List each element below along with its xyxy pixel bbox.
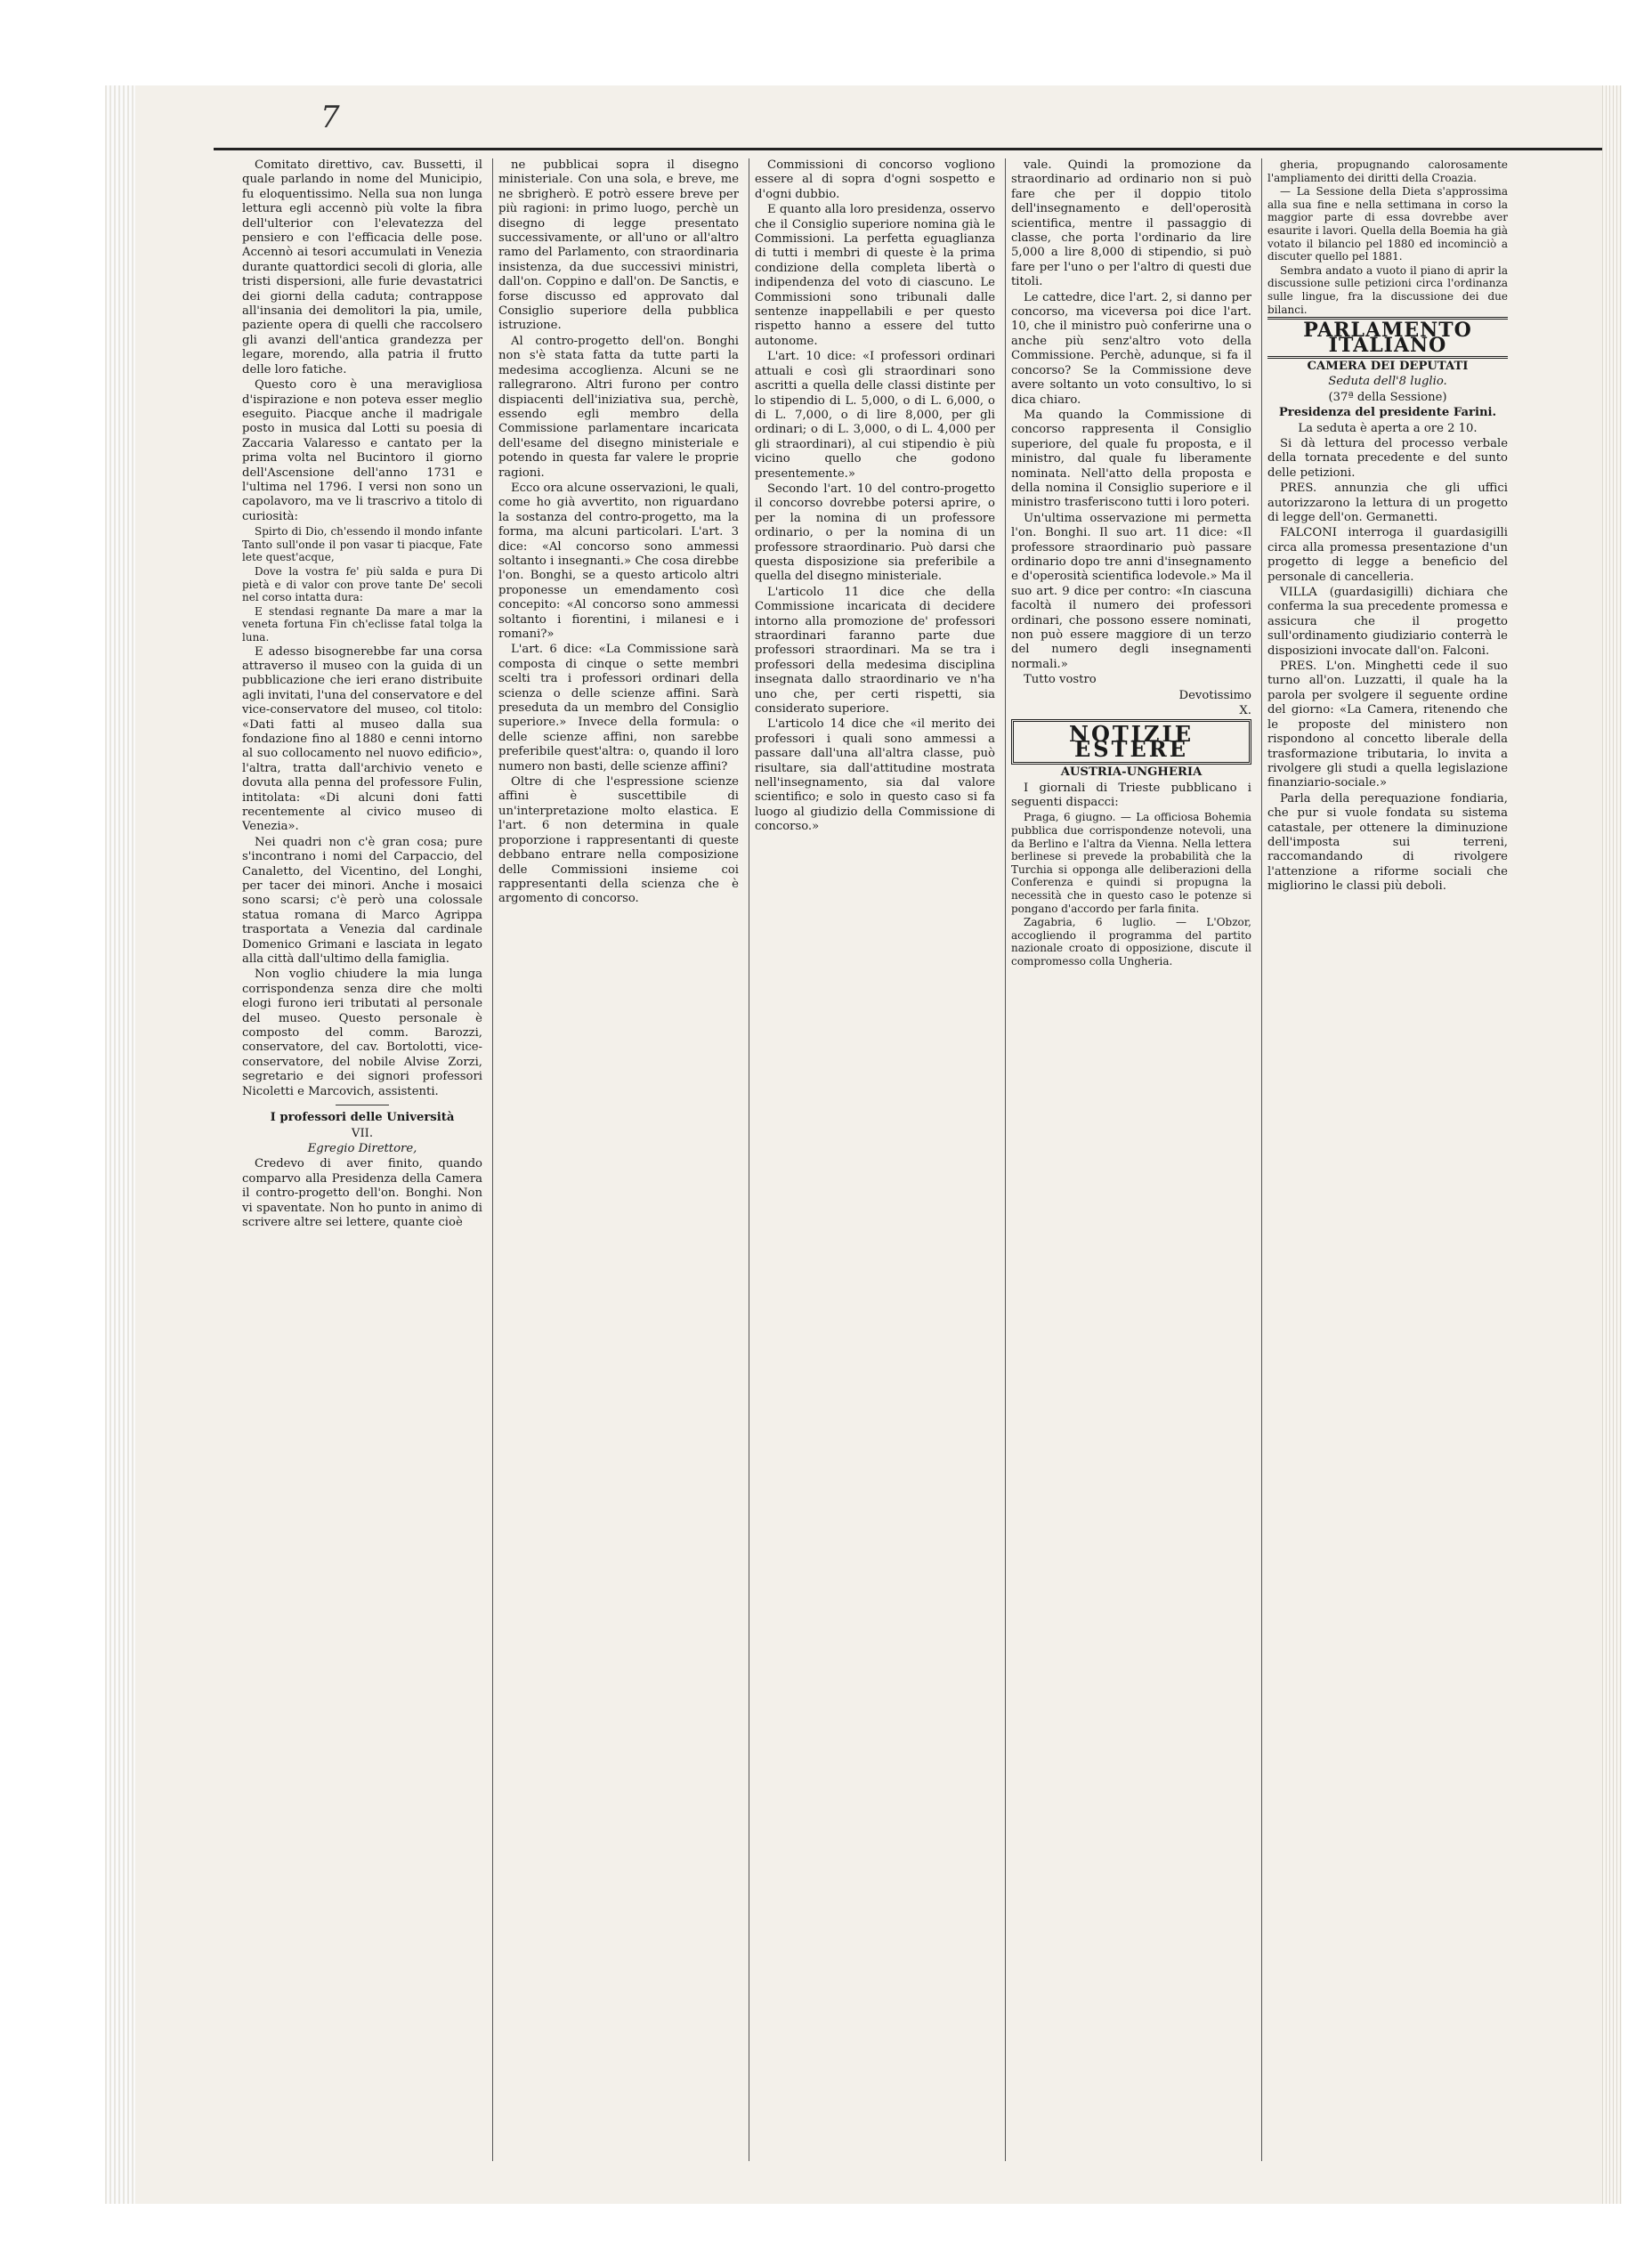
paragraph: Ma quando la Commissione di concorso rappresenta il Consiglio superiore, del quale fu proposta, e il ministro, dal quale fu liberamente nominata. Nell'atto della proposta e della nomina il Consiglio superiore e il ministro trasferiscono tutti i loro poteri. <box>1011 408 1251 510</box>
page-number: 7 <box>320 100 340 135</box>
article-number: VII. <box>351 1126 374 1140</box>
paragraph: FALCONI interroga il guardasigilli circa alla promessa presentazione d'un progetto di legge a beneficio del personale di cancelleria. <box>1267 526 1508 584</box>
paragraph: Nei quadri non c'è gran cosa; pure s'incontrano i nomi del Carpaccio, del Canaletto, del Vicentino, del Longhi, per tacer dei minori. Anche i mosaici sono scarsi; c'è però una colossale statua romana di Marco Agrippa trasportata a Venezia dal cardinale Domenico Grimani e lasciata in legato alla città dall'ultimo della famiglia. <box>242 835 482 967</box>
paragraph: Al contro-progetto dell'on. Bonghi non s'è stata fatta da tutte parti la medesima accoglienza. Alcuni se ne rallegrarono. Altri furono per contro dispiacenti dell'iniziativa sua, perchè, essendo egli membro della Commissione parlamentare incaricata dell'esame del disegno ministeriale e potendo in questa far valere le proprie ragioni. <box>498 334 739 480</box>
paragraph: vale. Quindi la promozione da straordinario ad ordinario non si può fare che per il doppio titolo dell'insegnamento e dell'operosità scientifica, mentre il passaggio di classe, che porta l'ordinario da lire 5,000 a lire 8,000 di stipendio, si può fare per l'uno o per l'altro di questi due titoli. <box>1011 158 1251 289</box>
paragraph: E quanto alla loro presidenza, osservo che il Consiglio superiore nomina già le Commissioni. La perfetta eguaglianza di tutti i membri di queste è la prima condizione della completa libertà o indipendenza del voto di ciascuno. Le Commissioni sono tribunali dalle sentenze inappellabili e per questo rispetto hanno a essere del tutto autonome. <box>755 203 995 348</box>
paragraph: Secondo l'art. 10 del contro-progetto il concorso dovrebbe potersi aprire, o per la nomina di un professore ordinario, o per la nomina di un professore straordinario. Può darsi che questa disposizione sia preferibile a quella del disegno ministeriale. <box>755 482 995 584</box>
section-subheading: AUSTRIA-UNGHERIA <box>1060 765 1203 780</box>
paragraph: Praga, 6 giugno. — La officiosa Bohemia pubblica due corrispondenze notevoli, una da Berlino e l'altra da Vienna. Nella lettera berlinese si prevede la probabilità che la Turchia si opponga alle deliberazioni della Conferenza e quindi si propugna la necessità che in questo caso le potenze si pongano d'accordo per farla finita. <box>1011 811 1251 915</box>
paragraph: Oltre di che l'espressione scienze affini è suscettibile di un'interpretazione molto elastica. E l'art. 6 non determina in quale proporzione i rappresentanti di queste debbano entrare nella composizione delle Commissioni insieme coi rappresentanti della scienza che è argomento di concorso. <box>498 775 739 906</box>
paragraph: Credevo di aver finito, quando comparvo alla Presidenza della Camera il contro-progetto dell'on. Bonghi. Non vi spaventate. Non ho punto in animo di scrivere altre sei lettere, quante cioè <box>242 1157 482 1229</box>
chamber-heading: CAMERA DEI DEPUTATI <box>1307 359 1469 373</box>
signature-initial: X. <box>1239 704 1251 718</box>
binding-gutter <box>105 85 135 2204</box>
column-divider <box>492 158 493 2161</box>
paragraph: gheria, propugnando calorosamente l'ampliamento dei diritti della Croazia. <box>1267 158 1508 184</box>
paragraph: Commissioni di concorso vogliono essere al di sopra d'ogni sospetto e d'ogni dubbio. <box>755 158 995 201</box>
article-heading: I professori delle Università <box>270 1111 455 1125</box>
paragraph: L'articolo 11 dice che della Commissione incaricata di decidere intorno alla promozione de' professori straordinari faranno parte due professori straordinari. Ma se tra i professori della medesima disciplina insegnata dallo straordinario ve n'ha uno che, per certi rispetti, sia considerato superiore. <box>755 585 995 717</box>
section-banner: NOTIZIE ESTERE <box>1011 719 1251 765</box>
column-4 <box>1011 158 1251 2161</box>
verse-stanza: E stendasi regnante Da mare a mar la veneta fortuna Fin ch'eclisse fatal tolga la luna. <box>242 604 482 644</box>
salutation: Egregio Direttore, <box>307 1141 417 1155</box>
header-rule <box>214 148 1602 150</box>
paragraph: VILLA (guardasigilli) dichiara che conferma la sua precedente promessa e assicura che il progetto sull'ordinamento giudiziario conterrà le disposizioni invocate dall'on. Falconi. <box>1267 586 1508 658</box>
paragraph: L'art. 6 dice: «La Commissione sarà composta di cinque o sette membri scelti tra i professori ordinari della scienza o delle scienze affini. Sarà preseduta da un membro del Consiglio superiore.» Invece della formula: o delle scienze affini, non sarebbe preferibile quest'altra: o, quando il loro numero non basti, delle scienze affini? <box>498 643 739 773</box>
column-divider <box>1005 158 1006 2161</box>
column-5 <box>1267 158 1508 2161</box>
paragraph: Sembra andato a vuoto il piano di aprir la discussione sulle petizioni circa l'ordinanza sulle lingue, fra la discussione dei due bilanci. <box>1267 263 1508 316</box>
paragraph: Parla della perequazione fondiaria, che pur si vuole fondata su sistema catastale, per ottenere la diminuzione dell'imposta sui terreni, raccomandando di rivolgere l'attenzione a riforme sociali che migliorino le classi più deboli. <box>1267 791 1508 894</box>
paragraph: Si dà lettura del processo verbale della tornata precedente e del sunto delle petizioni. <box>1267 436 1508 480</box>
column-2 <box>498 158 739 2161</box>
paragraph: E adesso bisognerebbe far una corsa attraverso il museo con la guida di un pubblicazione che ieri erano distribuite agli invitati, l'una del conservatore e del vice-conservatore del museo, col titolo: «Dati fatti al museo dalla sua fondazione fino al 1880 e cenni intorno al suo collocamento nel nuovo edificio», l'altra, tratta dall'archivio veneto e dovuta alla penna del professore Fulin, intitolata: «Di alcuni doni fatti recentemente al civico museo di Venezia». <box>242 644 482 834</box>
paragraph: — La Sessione della Dieta s'approssima alla sua fine e nella settimana in corso la maggior parte di essa dovrebbe aver esaurite i lavori. Quella della Boemia ha già votato il bilancio pel 1880 ed incominciò a discuter quello pel 1881. <box>1267 185 1508 263</box>
verse-stanza: Spirto di Dio, ch'essendo il mondo infante Tanto sull'onde il pon vasar ti piacque, Fate lete quest'acque, <box>242 525 482 564</box>
paragraph: L'articolo 14 dice che «il merito dei professori i quali sono ammessi a passare dall'una all'altra classe, può risultare, sia dall'attitudine mostrata nell'insegnamento, sia dal valore scientifico; e solo in questo caso si fa luogo al giudizio della Commissione di concorso.» <box>755 717 995 834</box>
opening-line: La seduta è aperta a ore 2 10. <box>1298 421 1478 435</box>
paragraph: PRES. L'on. Minghetti cede il suo turno all'on. Luzzatti, il quale ha la parola per svolgere il seguente ordine del giorno: «La Camera, ritenendo che le proposte del ministero non rispondono al concetto liberale della trasformazione tributaria, lo invita a rivolgere gli studi a quella legislazione finanziario-sociale.» <box>1267 660 1508 790</box>
paragraph: Ecco ora alcune osservazioni, le quali, come ho già avvertito, non riguardano la sostanza del contro-progetto, ma la forma, ma alcuni particolari. L'art. 3 dice: «Al concorso sono ammessi soltanto i insegnanti.» Che cosa direbbe l'on. Bonghi, se a questo articolo altri proponesse un emendamento così concepito: «Al concorso sono ammessi soltanto i fiorentini, i milanesi e i romani?» <box>498 481 739 641</box>
presidency-line: Presidenza del presidente Farini. <box>1278 406 1497 420</box>
paragraph: I giornali di Trieste pubblicano i seguenti dispacci: <box>1011 781 1251 810</box>
paragraph: Comitato direttivo, cav. Bussetti, il quale parlando in nome del Municipio, fu eloquentissimo. Nella sua non lunga lettura egli accennò più volte la fibra dell'ulterior con l'elevatezza del pensiero e con l'efficacia delle pose. Accennò ai tesori accumulati in Venezia durante quattordici secoli di gloria, alle tristi dispersioni, alle furie devastatrici dei giorni della caduta; contrappose all'insania dei demolitori la pia, umile, paziente opera di quelli che raccolsero gli avanzi dell'antica grandezza per legare, morendo, alla patria il frutto delle loro fatiche. <box>242 158 482 377</box>
verse-stanza: Dove la vostra fe' più salda e pura Di pietà e di valor con prove tante De' secoli nel corso intatta dura: <box>242 564 482 604</box>
paragraph: Questo coro è una meravigliosa d'ispirazione e non poteva esser meglio eseguito. Piacque anche il madrigale posto in musica dal Lotti su poesia di Zaccaria Valaresso e cantato per la prima volta nel Bucintoro il giorno dell'Ascensione dell'anno 1731 e l'ultima nel 1796. I versi non sono un capolavoro, ma ve li trascrivo a titolo di curiosità: <box>242 378 482 523</box>
session-number: (37ª della Sessione) <box>1328 390 1447 404</box>
column-3 <box>755 158 995 2161</box>
paragraph: Non voglio chiudere la mia lunga corrispondenza senza dire che molti elogi furono ieri tributati al personale del museo. Questo personale è composto del comm. Barozzi, conservatore, del cav. Bortolotti, vice-conservatore, del nobile Alvise Zorzi, segretario e dei signori professori Nicoletti e Marcovich, assistenti. <box>242 968 482 1098</box>
paragraph: PRES. annunzia che gli uffici autorizzarono la lettura di un progetto di legge dell'on. Germanetti. <box>1267 482 1508 524</box>
section-banner: PARLAMENTO ITALIANO <box>1267 317 1508 359</box>
column-divider <box>1261 158 1262 2161</box>
paragraph: Un'ultima osservazione mi permetta l'on. Bonghi. Il suo art. 11 dice: «Il professore straordinario può passare ordinario dopo tre anni d'insegnamento e d'operosità scientifica lodevole.» Ma il suo art. 9 dice per contro: «In ciascuna facoltà il numero dei professori ordinari, che possono essere nominati, non può essere maggiore di un terzo del numero degli insegnamenti normali.» <box>1011 511 1251 671</box>
paragraph: ne pubblicai sopra il disegno ministeriale. Con una sola, e breve, me ne sbrigherò. E potrò essere breve per più ragioni: in primo luogo, perchè un disegno di legge presentato successivamente, or all'uno or all'altro ramo del Parlamento, con straordinaria insistenza, da due successivi ministri, dall'on. Coppino e dall'on. De Sanctis, e forse discusso ed approvato dal Consiglio superiore della pubblica istruzione. <box>498 158 739 333</box>
paragraph: Le cattedre, dice l'art. 2, si danno per concorso, ma viceversa poi dice l'art. 10, che il ministro può conferirne una o anche più senz'altro voto della Commissione. Perchè, adunque, si fa il concorso? Se la Commissione deve avere soltanto un voto consultivo, lo si dica chiaro. <box>1011 290 1251 407</box>
closing: Tutto vostro <box>1024 673 1097 687</box>
signature-line: Devotissimo <box>1178 688 1251 702</box>
paragraph: L'art. 10 dice: «I professori ordinari attuali e così gli straordinari sono ascritti a quella delle classi distinte per lo stipendio di L. 5,000, o di L. 6,000, o di L. 7,000, o di lire 8,000, per gli ordinari; o di L. 3,000, o di L. 4,000 per gli straordinari), al cui stipendio è più vicino quello che godono presentemente.» <box>755 350 995 481</box>
page-edge <box>1602 85 1622 2204</box>
paragraph: Zagabria, 6 luglio. — L'Obzor, accogliendo il programma del partito nazionale croato di opposizione, discute il compromesso colla Ungheria. <box>1011 916 1251 968</box>
column-1 <box>242 158 482 2161</box>
sitting-date: Seduta dell'8 luglio. <box>1328 375 1447 389</box>
